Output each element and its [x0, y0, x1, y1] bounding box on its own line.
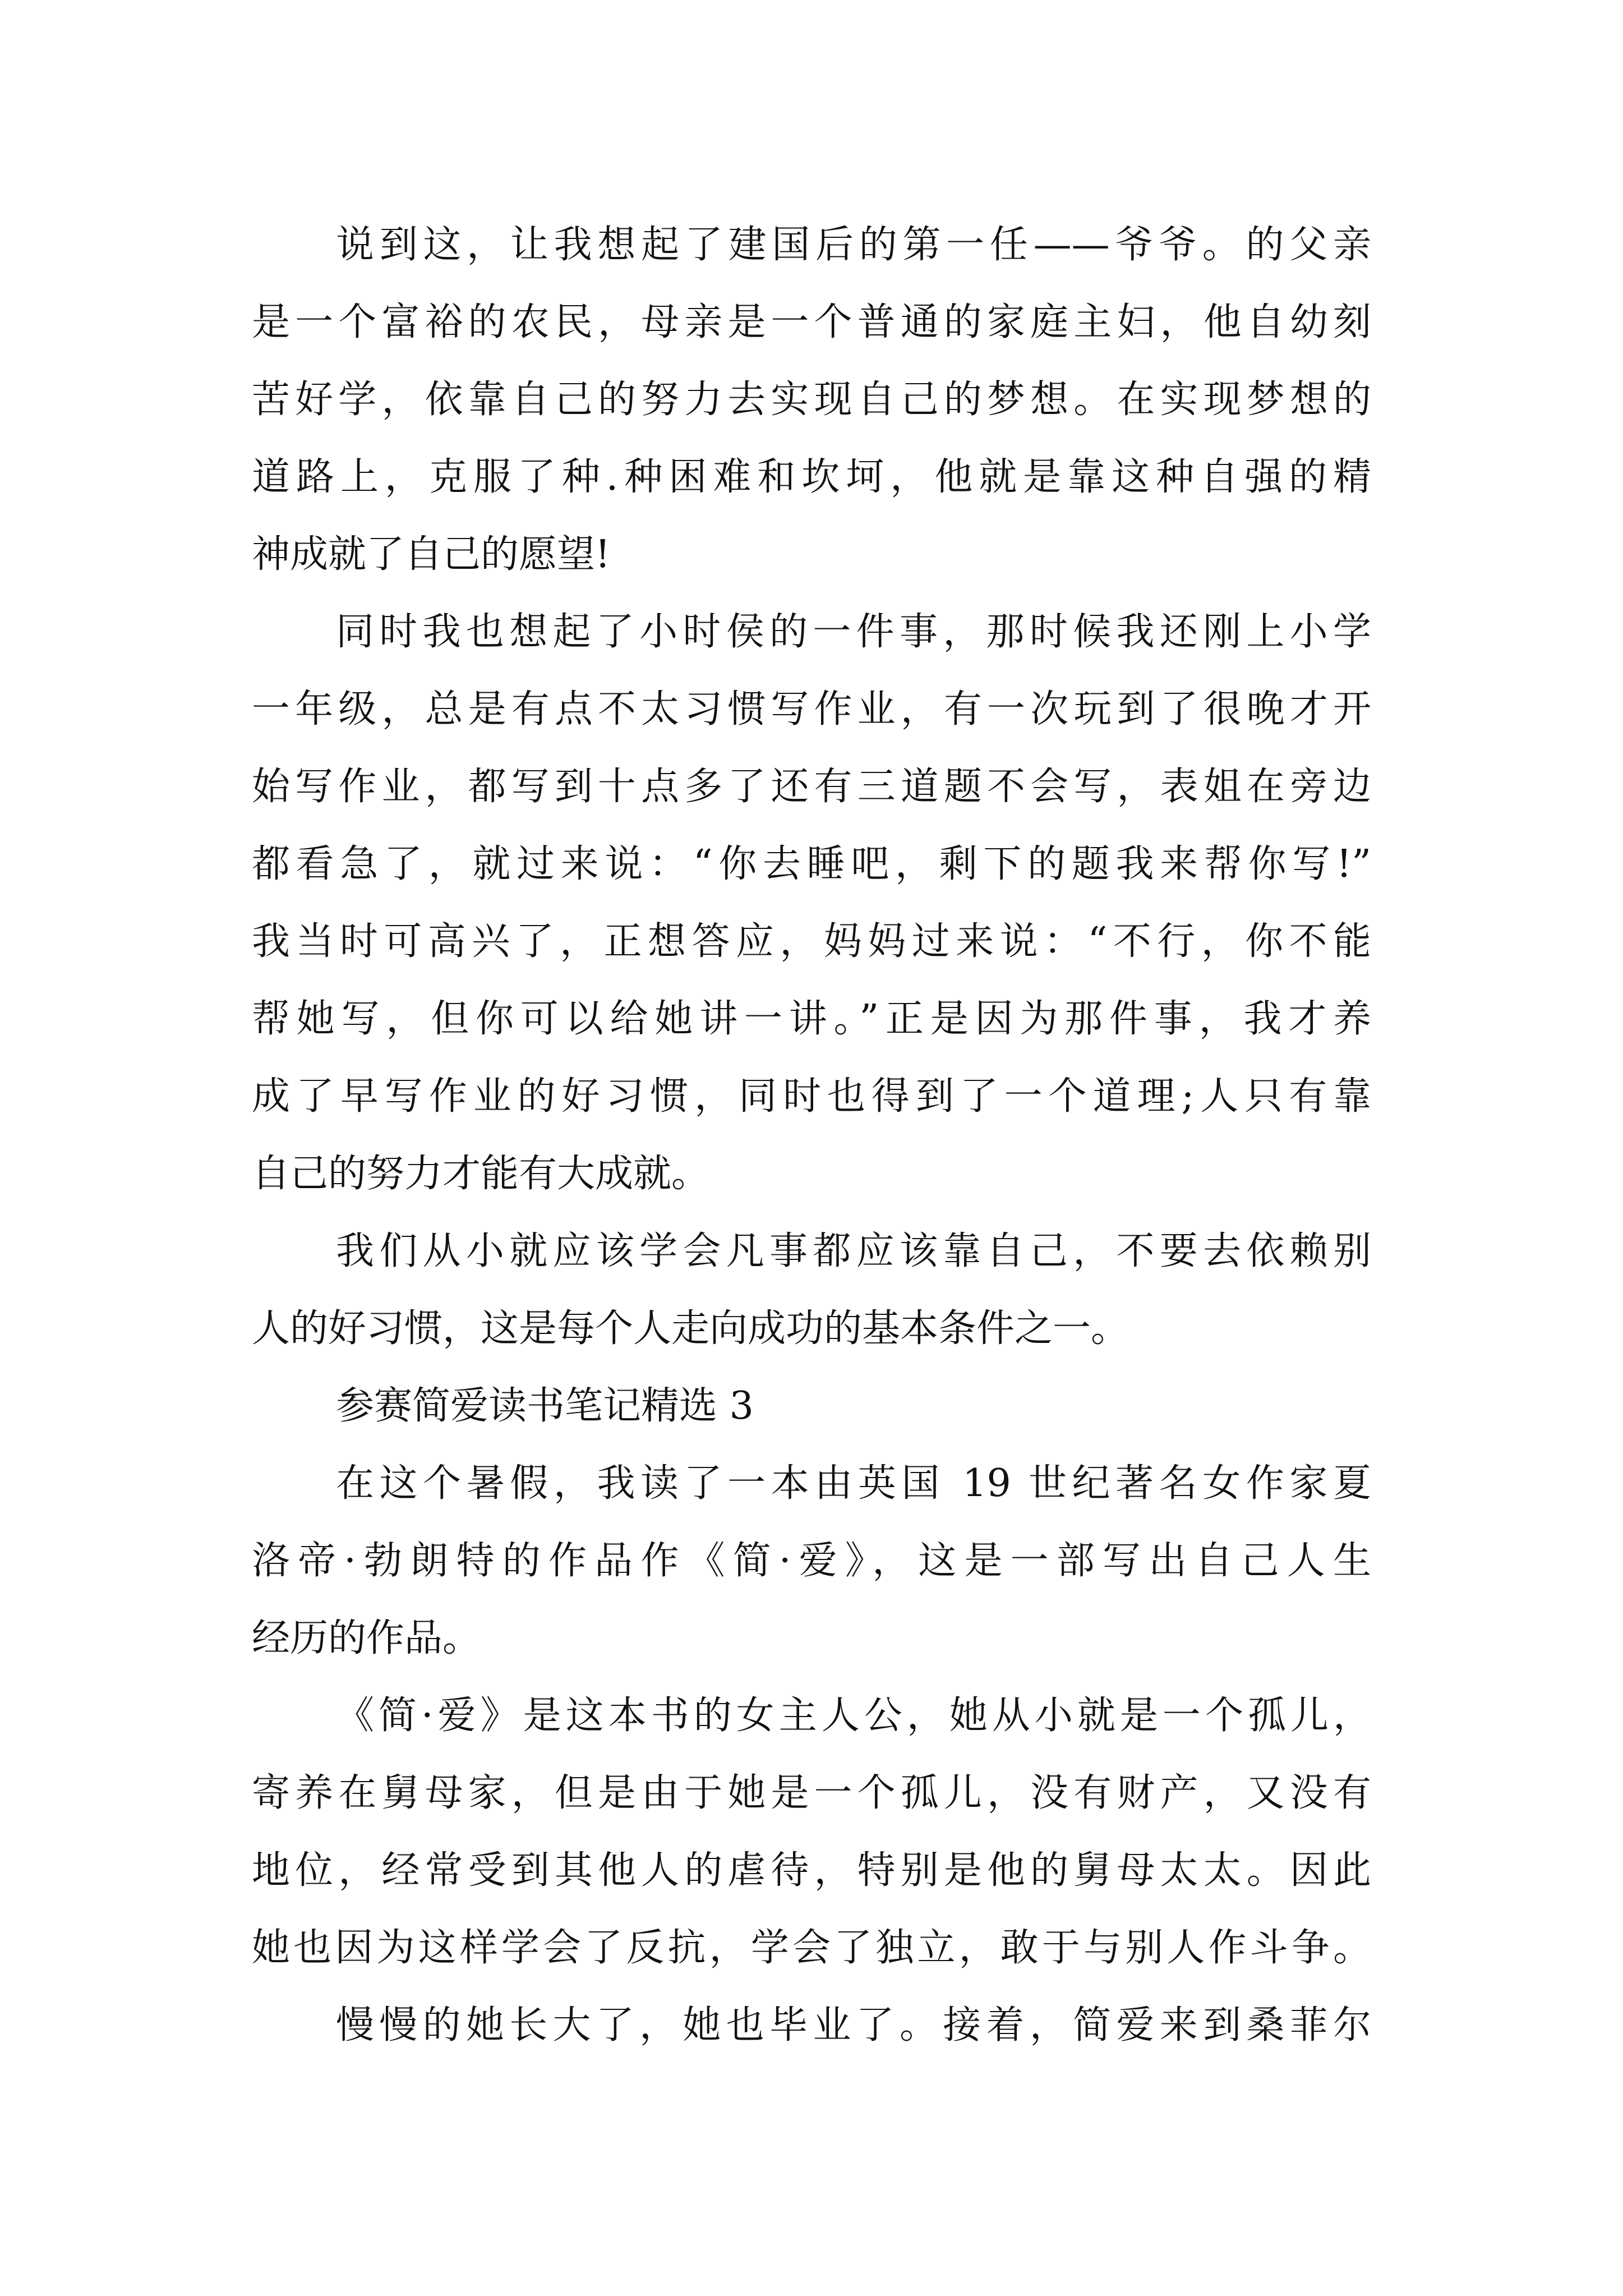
text-line: 帮她写，但你可以给她讲一讲。”正是因为那件事，我才养	[252, 997, 1371, 1041]
document-body	[252, 206, 1371, 2064]
text-line: 人的好习惯，这是每个人走向成功的基本条件之一。	[252, 1306, 1129, 1351]
text-line: 寄养在舅母家，但是由于她是一个孤儿，没有财产，又没有	[252, 1771, 1371, 1815]
paragraph	[252, 1445, 1371, 1677]
paragraph	[252, 206, 1371, 593]
paragraph	[252, 1213, 1371, 1368]
text-line: 我当时可高兴了，正想答应，妈妈过来说：“不行，你不能	[252, 919, 1371, 964]
text-line: 说到这，让我想起了建国后的第一任——爷爷。的父亲	[336, 223, 1371, 267]
text-line: 在这个暑假，我读了一本由英国 19 世纪著名女作家夏	[336, 1461, 1371, 1506]
text-line: 经历的作品。	[252, 1616, 481, 1660]
text-line: 始写作业，都写到十点多了还有三道题不会写，表姐在旁边	[252, 765, 1371, 809]
text-line: 我们从小就应该学会凡事都应该靠自己，不要去依赖别	[336, 1229, 1371, 1273]
text-line: 成了早写作业的好习惯，同时也得到了一个道理;人只有靠	[252, 1074, 1371, 1119]
text-line: 同时我也想起了小时侯的一件事，那时候我还刚上小学	[336, 610, 1371, 654]
text-line: 都看急了，就过来说：“你去睡吧，剩下的题我来帮你写!”	[252, 842, 1371, 886]
text-line: 慢慢的她长大了，她也毕业了。接着，简爱来到桑菲尔	[336, 2003, 1371, 2047]
text-line: 神成就了自己的愿望!	[252, 532, 611, 577]
text-line: 洛帝·勃朗特的作品作《简·爱》，这是一部写出自己人生	[252, 1539, 1371, 1583]
paragraph	[252, 1677, 1371, 1987]
text-line: 是一个富裕的农民，母亲是一个普通的家庭主妇，他自幼刻	[252, 300, 1371, 344]
text-line: 地位，经常受到其他人的虐待，特别是他的舅母太太。因此	[252, 1848, 1371, 1893]
text-line: 自己的努力才能有大成就。	[252, 1152, 710, 1196]
text-line: 《简·爱》是这本书的女主人公，她从小就是一个孤儿，	[336, 1694, 1371, 1738]
text-line: 她也因为这样学会了反抗，学会了独立，敢于与别人作斗争。	[252, 1926, 1371, 1970]
section-heading	[252, 1368, 1371, 1445]
text-line: 道路上，克服了种.种困难和坎坷，他就是靠这种自强的精	[252, 455, 1371, 499]
paragraph	[252, 1987, 1371, 2064]
heading-text: 参赛简爱读书笔记精选 3	[336, 1384, 754, 1428]
text-line: 一年级，总是有点不太习惯写作业，有一次玩到了很晚才开	[252, 687, 1371, 731]
paragraph	[252, 593, 1371, 1213]
text-line: 苦好学，依靠自己的努力去实现自己的梦想。在实现梦想的	[252, 378, 1371, 422]
